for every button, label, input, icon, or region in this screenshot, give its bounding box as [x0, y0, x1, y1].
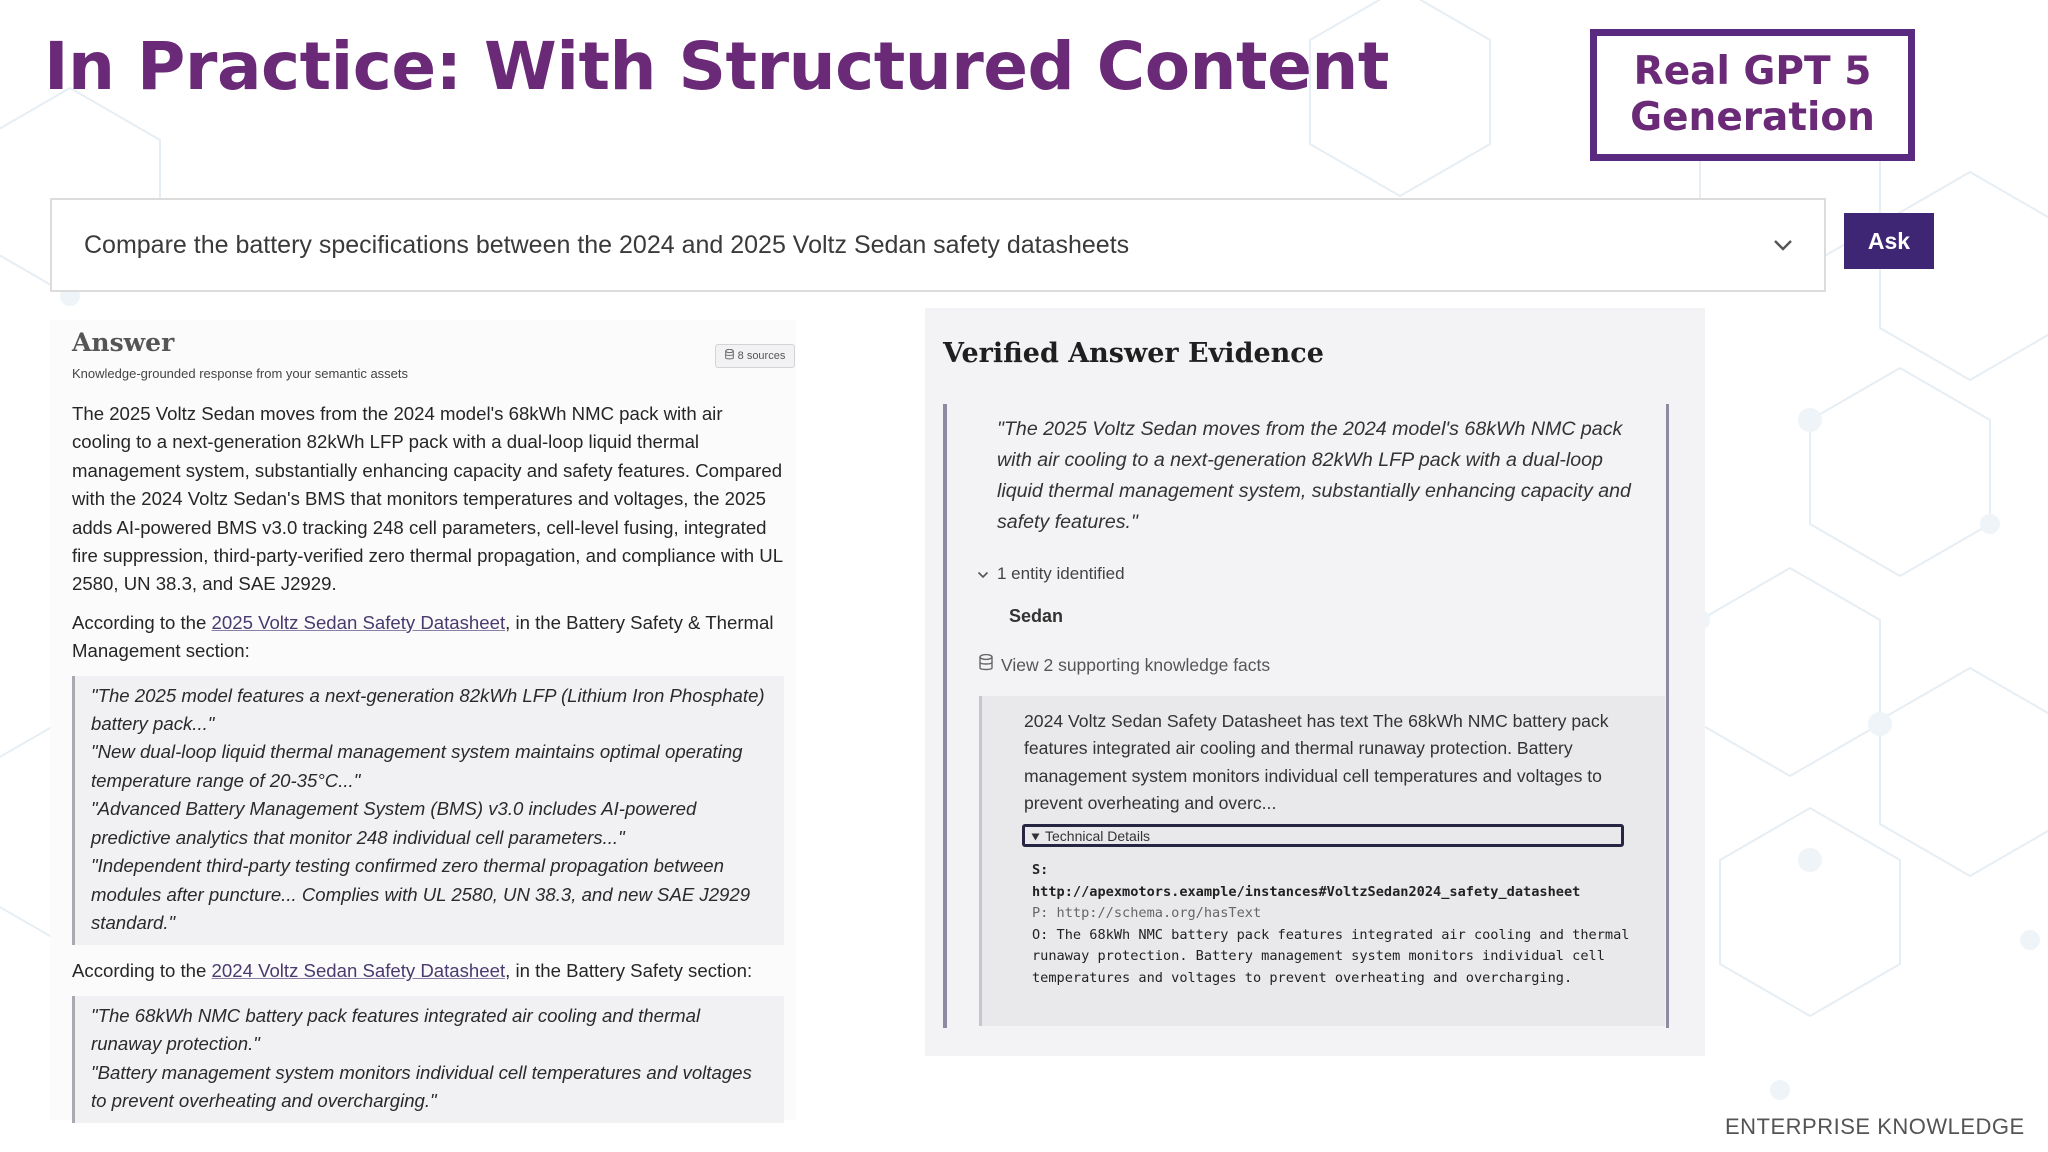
quote-line: "New dual-loop liquid thermal management system maintains optimal operating temperature range of 20-35°C..."	[91, 741, 743, 791]
ref-prefix: According to the	[72, 960, 212, 982]
triangle-down-icon	[1031, 828, 1040, 844]
generation-badge	[1590, 29, 1915, 161]
answer-subheading: Knowledge-grounded response from your semantic assets	[72, 366, 409, 381]
quote-line: "The 2025 model features a next-generation 82kWh LFP (Lithium Iron Phosphate) battery pack..."	[91, 684, 765, 735]
query-select[interactable]	[50, 198, 1826, 292]
supporting-facts-toggle[interactable]	[979, 654, 1270, 676]
evidence-quote: "The 2025 Voltz Sedan moves from the 2024 model's 68kWh NMC pack with air cooling to a next-generation 82kWh LFP pack with a dual-loop liquid thermal management system, substantially enhancing capacity and safety features."	[997, 418, 1631, 533]
badge-line-2: Generation	[1630, 95, 1875, 140]
triple-object: O: The 68kWh NMC battery pack features integrated air cooling and thermal runaway protection. Battery management system monitors individual cell temperatures and voltages to prevent overheating and overcharging.	[1032, 926, 1630, 986]
chevron-down-icon	[977, 564, 989, 584]
badge-line-1: Real GPT 5	[1633, 49, 1872, 94]
ref-suffix: , in the Battery Safety section:	[505, 960, 753, 982]
entity-toggle-label: 1 entity identified	[997, 564, 1125, 583]
fact-text: 2024 Voltz Sedan Safety Datasheet has text The 68kWh NMC battery pack features integrated air cooling and thermal runaway protection. Battery management system monitors individual cell temperatures and voltages to prevent overheating and overc...	[1024, 711, 1609, 814]
database-icon	[725, 349, 734, 363]
triple-predicate: P: http://schema.org/hasText	[1032, 905, 1262, 922]
source-reference-2025	[72, 609, 784, 666]
quote-block-2024	[72, 996, 784, 1124]
query-text: Compare the battery specifications between the 2024 and 2025 Voltz Sedan safety datasheets	[84, 230, 1130, 259]
ask-button[interactable]: Ask	[1844, 213, 1934, 269]
quote-line: "Battery management system monitors individual cell temperatures and voltages to prevent overheating and overcharging."	[91, 1061, 752, 1111]
sources-count: 8 sources	[737, 350, 786, 362]
triple-subject: http://apexmotors.example/instances#VoltzSedan2024_safety_datasheet	[1032, 883, 1581, 900]
quote-block-2025	[72, 676, 784, 946]
triple-details	[1032, 860, 1662, 990]
technical-details-label: Technical Details	[1045, 827, 1151, 844]
answer-panel	[50, 320, 796, 1120]
entity-chip: Sedan	[1009, 606, 1064, 626]
supporting-facts-label: View 2 supporting knowledge facts	[1001, 654, 1271, 675]
triple-subject-label: S:	[1032, 862, 1049, 878]
slide-title: In Practice: With Structured Content	[44, 28, 1389, 105]
knowledge-fact-card	[979, 696, 1665, 1026]
evidence-frame	[943, 404, 1669, 1028]
quote-line: "Independent third-party testing confirmed zero thermal propagation between modules after puncture... Complies with UL 2580, UN 38.3, and new SAE J2929 standard."	[91, 855, 751, 933]
answer-summary: The 2025 Voltz Sedan moves from the 2024 model's 68kWh NMC pack with air cooling to a next-generation 82kWh LFP pack with a dual-loop liquid thermal management system, substantially enhancing capacity and safety features. Compared with the 2024 Voltz Sedan's BMS that monitors temperatures and voltages, the 2025 adds AI-powered BMS v3.0 tracking 248 cell parameters, cell-level fusing, integrated fire suppression, third-party-verified zero thermal propagation, and compliance with UL 2580, UN 38.3, and SAE J2929.	[72, 403, 783, 595]
sources-badge[interactable]	[715, 344, 795, 368]
answer-heading: Answer	[72, 328, 175, 357]
source-link-2024-datasheet[interactable]: 2024 Voltz Sedan Safety Datasheet	[211, 960, 506, 982]
chevron-down-icon[interactable]	[1770, 232, 1796, 258]
ref-prefix: According to the	[72, 611, 212, 633]
answer-body	[72, 400, 784, 1135]
ref-suffix: , in the Battery Safety & Thermal Management section:	[72, 611, 774, 662]
source-link-2025-datasheet[interactable]: 2025 Voltz Sedan Safety Datasheet	[211, 611, 506, 633]
quote-line: "The 68kWh NMC battery pack features integrated air cooling and thermal runaway protection."	[91, 1004, 701, 1055]
technical-details-toggle[interactable]	[1022, 824, 1624, 847]
database-icon	[979, 654, 993, 676]
quote-line: "Advanced Battery Management System (BMS) v3.0 includes AI-powered predictive analytics that monitor 248 individual cell parameters..."	[91, 798, 697, 848]
entity-toggle[interactable]	[977, 564, 1125, 584]
evidence-title: Verified Answer Evidence	[943, 338, 1324, 369]
source-reference-2024	[72, 957, 784, 985]
evidence-panel	[925, 308, 1705, 1056]
footer-brand: ENTERPRISE KNOWLEDGE	[1725, 1114, 2025, 1139]
